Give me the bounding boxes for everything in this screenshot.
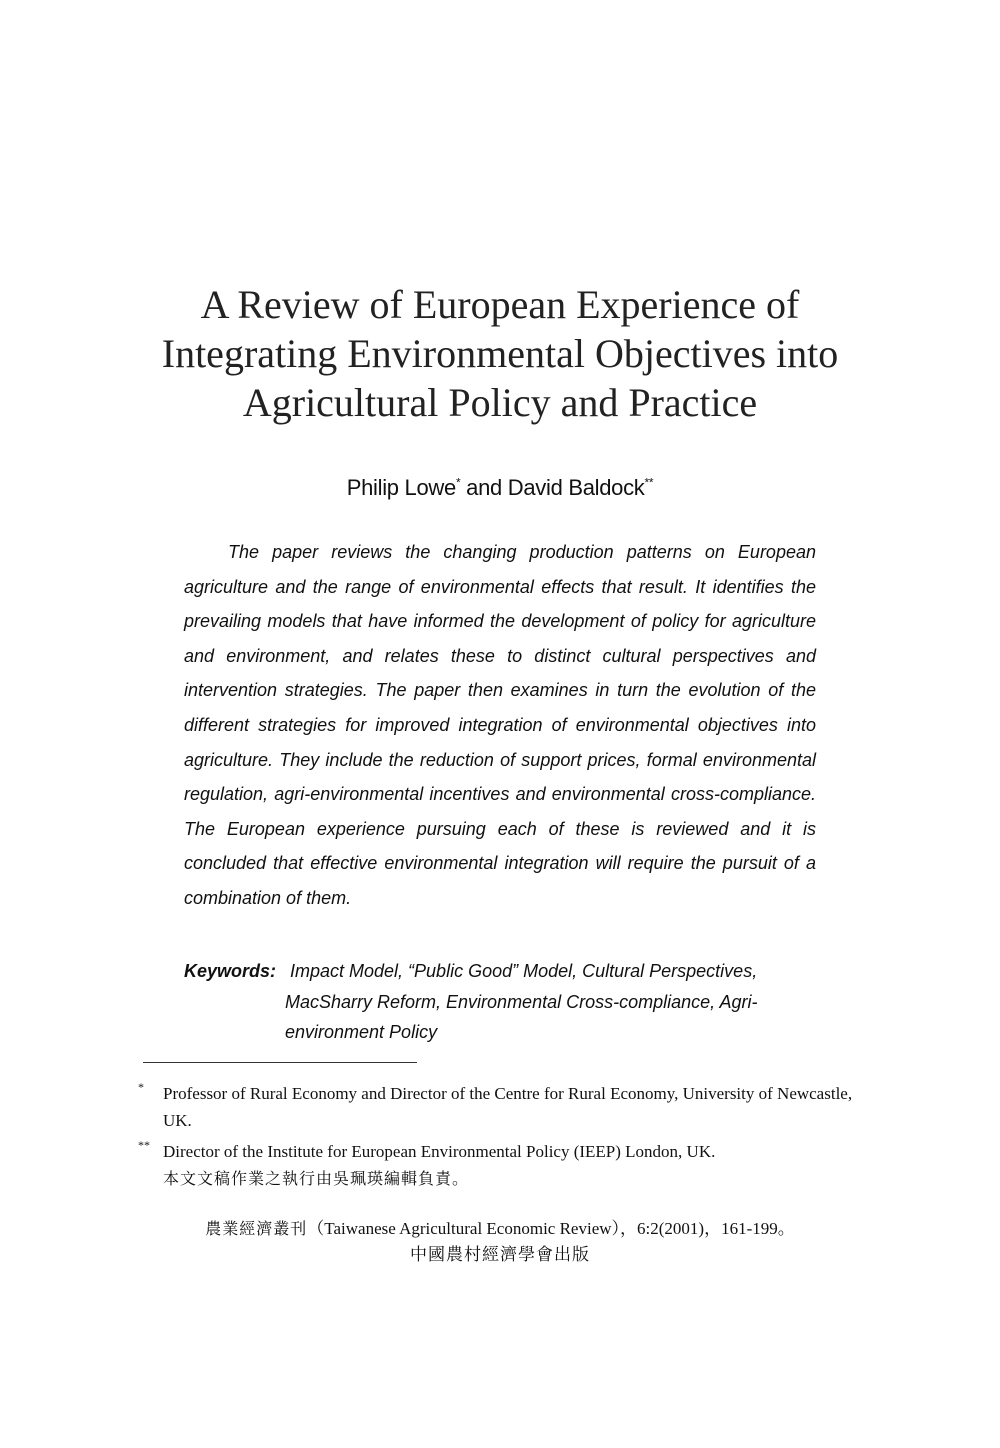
keywords-list [285,956,816,1048]
abstract: The paper reviews the changing production patterns on European agriculture and the range of environmental effects that result. It identifies the prevailing models that have informed the development of policy for agriculture and environment, and relates these to distinct cultural perspectives and intervention strategies. The paper then examines in turn the evolution of the different strategies for improved integration of environmental objectives into agriculture. They include the reduction of support prices, formal environmental regulation, agri-environmental incentives and environmental cross-compliance. The European experience pursuing each of these is reviewed and it is concluded that effective environmental integration will require the pursuit of a combination of them. [184,542,816,908]
editor-note: 本文文稿作業之執行由吳珮瑛編輯負責。 [163,1169,470,1188]
keywords-line: Impact Model, “Public Good” Model, Cultural Perspectives, [290,961,758,981]
author-name: David Baldock [507,475,645,500]
footnote [138,1080,862,1134]
author-name: Philip Lowe [346,475,456,500]
author-footnote-mark: * [455,475,461,490]
paper-title [100,280,900,427]
footnote-text: Director of the Institute for European Environmental Policy (IEEP) London, UK. [163,1142,716,1161]
title-line-3: Agricultural Policy and Practice [242,380,758,425]
journal-citation-text: （Taiwanese Agricultural Economic Review），6:2(2001)，161-199。 [307,1219,795,1238]
footnote-mark: * [138,1080,144,1094]
journal-citation [0,1216,1000,1268]
keywords-block [184,956,816,1048]
publisher: 中國農村經濟學會出版 [410,1245,590,1265]
keywords-label: Keywords: [184,961,277,981]
title-line-2: Integrating Environmental Objectives into [161,331,839,376]
footnote-text: Professor of Rural Economy and Director of the Centre for Rural Economy, University of Newcastle, UK. [163,1084,853,1130]
keywords-line: MacSharry Reform, Environmental Cross-compliance, Agri- [285,991,758,1012]
footnote-divider [143,1062,417,1063]
author-line [0,475,1000,501]
journal-name: 農業經濟叢刊 [205,1219,308,1238]
title-line-1: A Review of European Experience of [200,282,800,327]
keywords-line: environment Policy [285,1022,438,1042]
footnote-mark: ** [138,1138,150,1152]
author-connector: and [460,475,508,500]
footnote [138,1138,862,1192]
author-footnote-mark: ** [644,475,654,490]
